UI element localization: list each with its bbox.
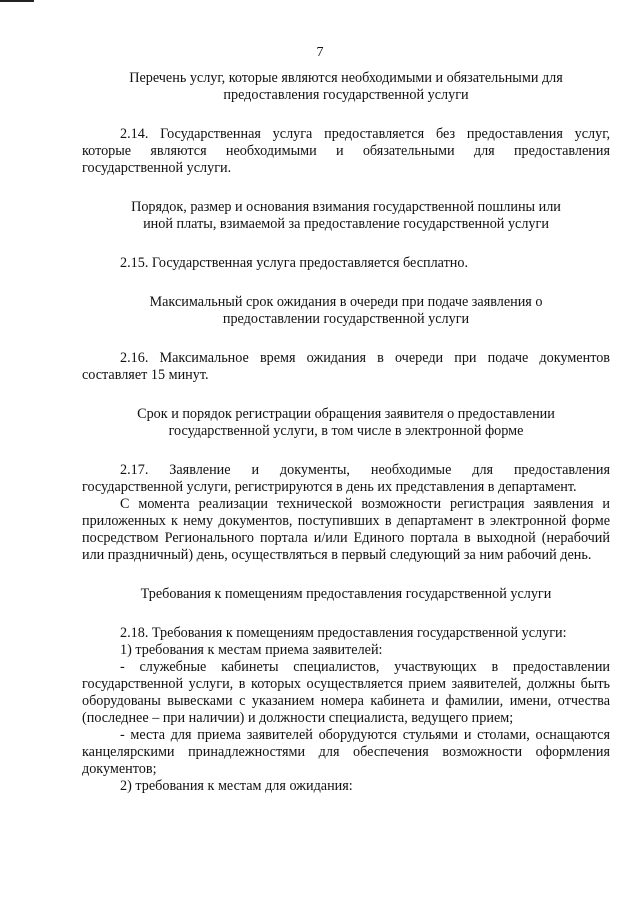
paragraph-2-14: 2.14. Государственная услуга предоставляется без предоставления услуг, которые являются необходимыми и обязательными для предоставления государственной услуги. — [82, 126, 610, 176]
section-heading-required-services: Перечень услуг, которые являются необходимыми и обязательными для предоставления государственной услуги — [129, 70, 563, 103]
paragraph-2-16: 2.16. Максимальное время ожидания в очереди при подаче документов составляет 15 минут. — [82, 350, 610, 383]
section-heading-premises: Требования к помещениям предоставления государственной услуги — [140, 586, 552, 602]
paragraph-2-18-offices: - служебные кабинеты специалистов, участвующих в предоставлении государственной услуги, в которых осуществляется прием заявителей, должны быть оборудованы вывесками с указанием номера кабинета и фамилии, имени, отчества (последнее – при наличии) и должности специалиста, ведущего прием; — [82, 659, 610, 726]
paragraph-2-15: 2.15. Государственная услуга предоставляется бесплатно. — [120, 255, 469, 271]
section-heading-registration: Срок и порядок регистрации обращения заявителя о предоставлении государственной услуги, в том числе в электронной форме — [137, 406, 555, 439]
section-heading-queue-time: Максимальный срок ожидания в очереди при подаче заявления о предоставлении государственной услуги — [149, 294, 543, 327]
page-number: 7 — [316, 45, 324, 60]
paragraph-2-18-item-2: 2) требования к местам для ожидания: — [120, 778, 353, 794]
paragraph-2-18: 2.18. Требования к помещениям предоставления государственной услуги: — [120, 625, 567, 641]
paragraph-2-17-electronic: С момента реализации технической возможности регистрация заявления и приложенных к нему документов, поступивших в департамент в электронной форме посредством Регионального портала и/или Единого портала в выходной (нерабочий или праздничный) день, осуществляться в первый следующий за ним рабочий день. — [82, 496, 610, 563]
paragraph-2-18-reception: - места для приема заявителей оборудуются стульями и столами, оснащаются канцелярскими принадлежностями для обеспечения возможности оформления документов; — [82, 727, 610, 777]
paragraph-2-18-item-1: 1) требования к местам приема заявителей: — [120, 642, 383, 658]
document-body — [82, 70, 610, 795]
section-heading-fees: Порядок, размер и основания взимания государственной пошлины или иной платы, взимаемой за предоставление государственной услуги — [131, 199, 561, 232]
paragraph-2-17: 2.17. Заявление и документы, необходимые для предоставления государственной услуги, регистрируются в день их представления в департамент. — [82, 462, 610, 495]
scan-corner-mark — [0, 0, 34, 2]
